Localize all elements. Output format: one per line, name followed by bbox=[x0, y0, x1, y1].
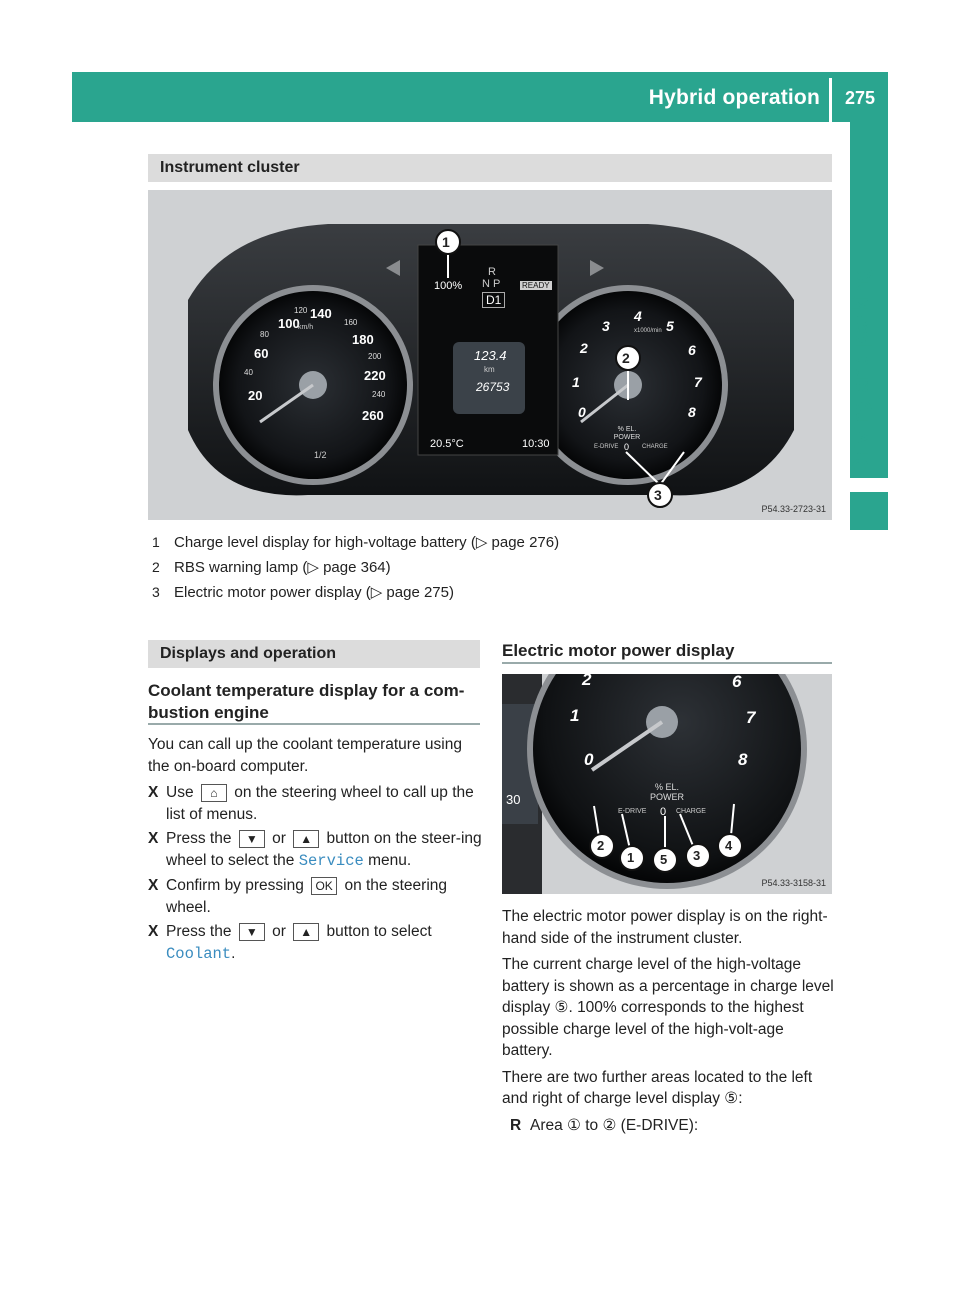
step-marker: X bbox=[148, 923, 159, 940]
fig2-label-2: 2 bbox=[582, 674, 592, 689]
speedo-label-40: 40 bbox=[244, 368, 253, 377]
step-marker: X bbox=[148, 830, 159, 847]
legend-num: 2 bbox=[152, 559, 160, 575]
motor-para-3: There are two further areas located to the left and right of charge level display ⑤: bbox=[502, 1068, 813, 1107]
chapter-label-text: Driving and parking bbox=[848, 267, 873, 474]
ready-indicator: READY bbox=[522, 281, 550, 290]
legend-item bbox=[152, 532, 559, 553]
step-text: Press the bbox=[166, 923, 232, 940]
coolant-intro: You can call up the coolant temperature using the on-board computer. bbox=[148, 736, 462, 775]
speedo-label-60: 60 bbox=[254, 346, 269, 361]
trip-unit: km bbox=[484, 365, 495, 374]
battery-percent: 100% bbox=[434, 280, 463, 292]
service-menu-label: Service bbox=[298, 851, 364, 870]
fig2-callout-1: 1 bbox=[627, 850, 635, 865]
tacho-label-4: 4 bbox=[634, 308, 642, 324]
motor-para-2: The current charge level of the high-voltage battery is shown as a percentage in charge level display ⑤. 100% corresponds to the highest possible charge level of the high-volt-age battery. bbox=[502, 956, 834, 1059]
tacho-unit: x1000/min bbox=[634, 328, 662, 334]
tacho-label-7: 7 bbox=[694, 374, 702, 390]
ok-key-icon: OK bbox=[311, 877, 337, 895]
callout-3: 3 bbox=[654, 487, 662, 503]
speedo-label-260: 260 bbox=[362, 408, 384, 423]
power-zero: 0 bbox=[624, 442, 630, 452]
step-text: Press the bbox=[166, 830, 232, 847]
gear-np: N P bbox=[482, 278, 501, 290]
coolant-heading-line2: bustion engine bbox=[148, 703, 269, 722]
step-text: Use bbox=[166, 784, 194, 801]
power-label: % EL. POWER bbox=[613, 426, 641, 441]
bullet-text: Area ① to ② (E-DRIVE): bbox=[530, 1116, 699, 1134]
legend-text: RBS warning lamp (▷ page 364) bbox=[174, 559, 391, 576]
coolant-heading-rule bbox=[148, 723, 480, 725]
fig2-label-6: 6 bbox=[732, 674, 742, 691]
motor-para-1: The electric motor power display is on the right-hand side of the instrument cluster. bbox=[502, 908, 828, 947]
callout-1: 1 bbox=[442, 234, 450, 250]
motor-heading-rule bbox=[502, 662, 832, 664]
step-text: on the steering wheel to call up the list of menus. bbox=[166, 784, 474, 823]
coolant-menu-label: Coolant bbox=[166, 944, 232, 963]
step-marker: X bbox=[148, 877, 159, 894]
tacho-label-1: 1 bbox=[572, 374, 580, 390]
motor-body bbox=[502, 906, 834, 1136]
page-number: 275 bbox=[844, 88, 876, 108]
step-text: menu. bbox=[368, 851, 412, 869]
fig2-callout-5: 5 bbox=[660, 852, 668, 867]
callout-2: 2 bbox=[622, 350, 630, 366]
odometer-value: 26753 bbox=[476, 380, 510, 394]
coolant-heading-line1: Coolant temperature display for a com- bbox=[148, 681, 465, 700]
page-header bbox=[72, 72, 888, 122]
motor-heading: Electric motor power display bbox=[502, 641, 735, 660]
step-text: or bbox=[272, 923, 286, 940]
step-text: button to select bbox=[326, 923, 432, 940]
trip-value: 123.4 bbox=[474, 348, 507, 363]
fig2-zero: 0 bbox=[660, 806, 667, 818]
up-key-icon: ▲ bbox=[293, 923, 319, 941]
tacho-label-5: 5 bbox=[666, 318, 674, 334]
fig2-label-8: 8 bbox=[738, 750, 748, 769]
down-key-icon: ▼ bbox=[239, 923, 265, 941]
home-key-icon: ⌂ bbox=[201, 784, 227, 802]
down-key-icon: ▼ bbox=[239, 830, 265, 848]
speedo-label-160: 160 bbox=[344, 318, 358, 327]
fig2-power-label: % EL. POWER bbox=[650, 782, 685, 802]
fuel-level: 1/2 bbox=[314, 450, 327, 460]
fig2-callout-2: 2 bbox=[597, 838, 605, 853]
fig2-label-7: 7 bbox=[746, 708, 756, 727]
gear-r: R bbox=[488, 266, 496, 278]
header-divider bbox=[829, 78, 832, 122]
tacho-label-0: 0 bbox=[578, 404, 586, 420]
fig2-edrive: E-DRIVE bbox=[618, 808, 647, 815]
speedo-label-220: 220 bbox=[364, 368, 386, 383]
tacho-label-2: 2 bbox=[580, 340, 588, 356]
instrument-cluster-figure bbox=[148, 190, 832, 520]
step-text: on the steering wheel. bbox=[166, 877, 447, 916]
step-text: Confirm by pressing bbox=[166, 877, 304, 894]
step-4 bbox=[148, 921, 482, 965]
speedo-label-100: 100 bbox=[278, 316, 300, 331]
motor-power-figure bbox=[502, 674, 832, 894]
fig2-callout-3: 3 bbox=[693, 848, 701, 863]
section-heading-displays: Displays and operation bbox=[148, 640, 480, 668]
figure-legend bbox=[152, 532, 559, 603]
fig2-code: P54.33-3158-31 bbox=[761, 878, 826, 888]
fig2-label-1: 1 bbox=[570, 706, 580, 725]
speedo-label-120: 120 bbox=[294, 306, 308, 315]
speedo-label-240: 240 bbox=[372, 390, 386, 399]
legend-text: Electric motor power display (▷ page 275) bbox=[174, 584, 454, 601]
motor-bullet-1 bbox=[502, 1115, 834, 1137]
legend-num: 1 bbox=[152, 534, 160, 550]
speedo-label-80: 80 bbox=[260, 330, 269, 339]
bullet-marker: R bbox=[510, 1116, 522, 1134]
speedo-label-20: 20 bbox=[248, 388, 263, 403]
fig2-label-30: 30 bbox=[506, 792, 521, 807]
header-title: Hybrid operation bbox=[648, 86, 820, 109]
charge-label: CHARGE bbox=[642, 444, 668, 450]
step-text: . bbox=[231, 944, 236, 962]
speedo-label-140: 140 bbox=[310, 306, 332, 321]
coolant-body bbox=[148, 734, 482, 968]
speedo-label-180: 180 bbox=[352, 332, 374, 347]
tacho-label-8: 8 bbox=[688, 404, 696, 420]
chapter-marker bbox=[850, 492, 888, 530]
coolant-heading bbox=[148, 680, 480, 724]
fig2-label-0: 0 bbox=[584, 750, 594, 769]
figure-code: P54.33-2723-31 bbox=[761, 504, 826, 514]
edrive-label: E-DRIVE bbox=[594, 444, 619, 450]
legend-item bbox=[152, 557, 559, 578]
tacho-label-6: 6 bbox=[688, 342, 696, 358]
step-text: button on the steer-ing wheel to select the bbox=[166, 830, 482, 869]
outside-temp: 20.5°C bbox=[430, 438, 464, 450]
gear-display: D1 bbox=[482, 292, 505, 308]
speed-unit: km/h bbox=[298, 324, 314, 331]
tacho-label-3: 3 bbox=[602, 318, 610, 334]
step-1 bbox=[148, 782, 482, 825]
step-marker: X bbox=[148, 784, 159, 801]
legend-num: 3 bbox=[152, 584, 160, 600]
clock: 10:30 bbox=[522, 438, 550, 450]
legend-text: Charge level display for high-voltage battery (▷ page 276) bbox=[174, 534, 560, 551]
speedo-label-200: 200 bbox=[368, 352, 382, 361]
fig2-charge: CHARGE bbox=[676, 808, 706, 815]
step-text: or bbox=[272, 830, 286, 847]
section-heading-instrument-cluster: Instrument cluster bbox=[148, 154, 832, 182]
up-key-icon: ▲ bbox=[293, 830, 319, 848]
step-3 bbox=[148, 875, 482, 918]
step-2 bbox=[148, 828, 482, 872]
legend-item bbox=[152, 582, 559, 603]
fig2-callout-4: 4 bbox=[725, 838, 733, 853]
